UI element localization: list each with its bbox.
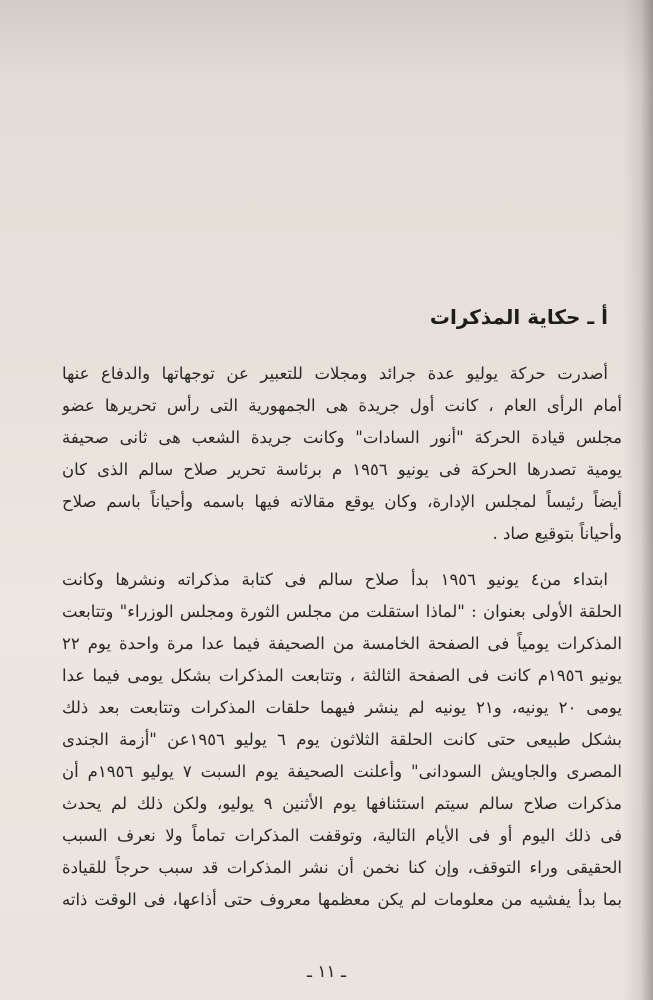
text-line: مجلس قيادة الحركة "أنور السادات" وكانت جريدة الشعب هى ثانى صحيفة — [62, 428, 622, 447]
paragraph-gap — [62, 550, 622, 564]
text-line: أيضاً رئيساً لمجلس الإدارة، وكان يوقع مقالاته فيها باسمه وأحياناً باسم صلاح — [62, 492, 622, 511]
text-line: يومى ٢٠ يونيه، و٢١ يونيه لم ينشر فيهما حلقات المذكرات وتتابعت بعد ذلك — [62, 698, 622, 717]
text-line: المذكرات يومياً فى الصفحة الخامسة من الصحيفة فيما عدا مرة واحدة يوم ٢٢ — [62, 634, 622, 653]
text-line: فى ذلك اليوم أو فى الأيام التالية، وتوقفت المذكرات تماماً ولا نعرف السبب — [62, 826, 622, 845]
text-line: أمام الرأى العام ، كانت أول جريدة هى الجمهورية التى رأس تحريرها عضو — [62, 396, 622, 415]
page-top-shadow — [0, 0, 653, 90]
paragraph-1 — [62, 358, 622, 550]
body-text — [62, 358, 622, 916]
text-line: بشكل طبيعى حتى كانت الحلقة الثلاثون يوم ٦ يوليو ١٩٥٦عن "أزمة الجندى — [62, 730, 622, 749]
text-line: الحلقة الأولى بعنوان : "لماذا استقلت من مجلس الثورة ومجلس الوزراء" وتتابعت — [62, 602, 622, 621]
text-line: بما بدأ يفشيه من معلومات لم يكن معظمها معروف حتى أذاعها، فى الوقت ذاته — [62, 890, 622, 909]
book-spine-shadow — [623, 0, 653, 1000]
section-title: أ ـ حكاية المذكرات — [429, 305, 608, 329]
text-line: مذكرات صلاح سالم سيتم استئنافها يوم الأثنين ٩ يوليو، ولكن ذلك لم يحدث — [62, 794, 622, 813]
text-line: الحقيقى وراء التوقف، وإن كنا نخمن أن نشر المذكرات قد سبب حرجاً للقيادة — [62, 858, 622, 877]
text-line: ابتداء من٤ يونيو ١٩٥٦ بدأ صلاح سالم فى كتابة مذكراته ونشرها وكانت — [62, 570, 609, 589]
text-line: يونيو ١٩٥٦م كانت فى الصفحة الثالثة ، وتتابعت المذكرات بشكل يومى فيما عدا — [62, 666, 622, 685]
text-line: أصدرت حركة يوليو عدة جرائد ومجلات للتعبير عن توجهاتها والدفاع عنها — [62, 364, 608, 383]
text-line: المصرى والجاويش السودانى" وأعلنت الصحيفة يوم السبت ٧ يوليو ١٩٥٦م أن — [62, 762, 622, 781]
text-line: وأحياناً بتوقيع صاد . — [492, 524, 622, 543]
text-line: يومية تصدرها الحركة فى يونيو ١٩٥٦ م برئاسة تحرير صلاح سالم الذى كان — [62, 460, 622, 479]
page-number: ـ ١١ ـ — [306, 962, 347, 982]
paragraph-2 — [62, 564, 622, 916]
